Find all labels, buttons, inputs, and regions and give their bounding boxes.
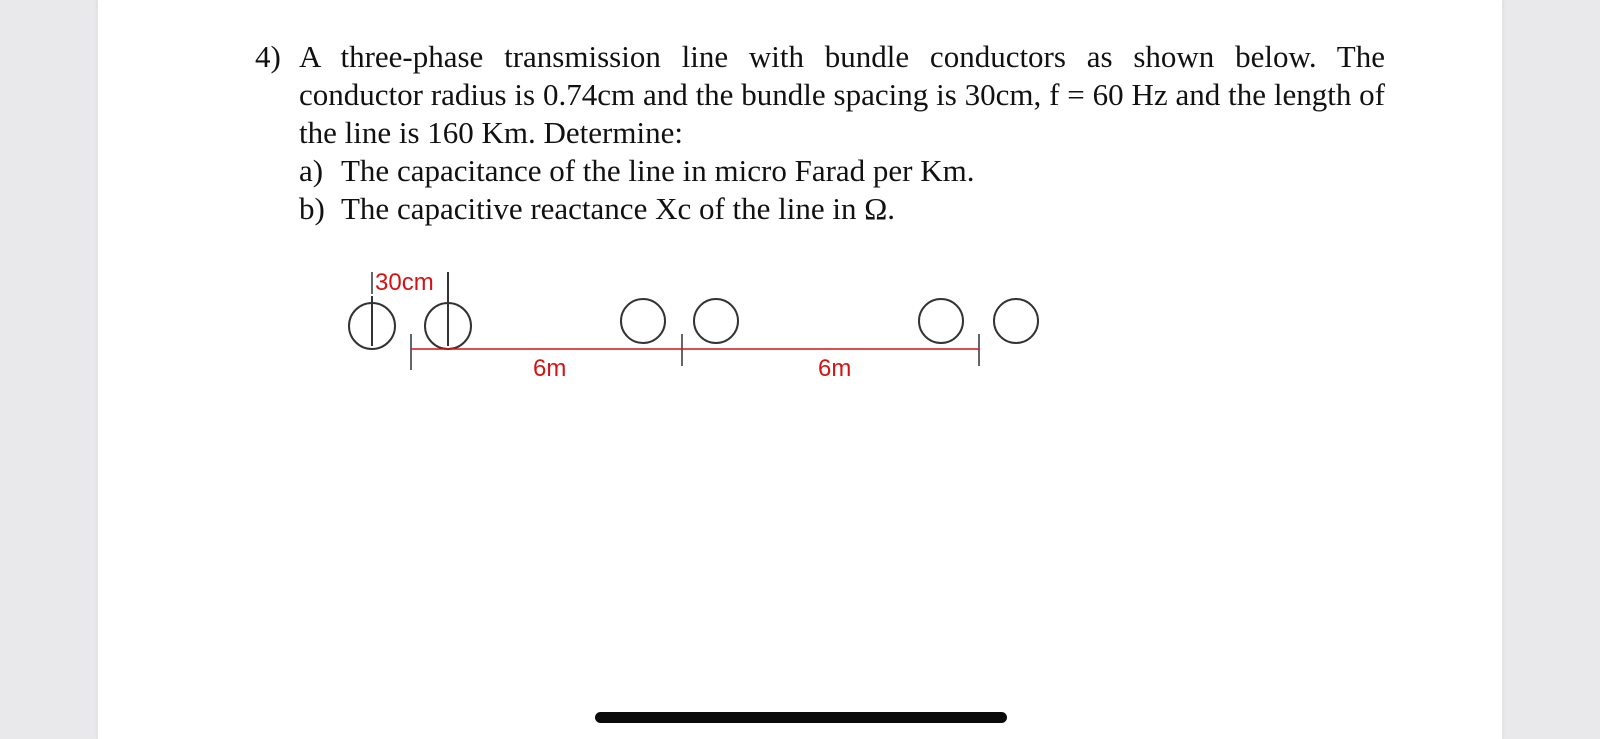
question-stem: A three-phase transmission line with bundle conductors as shown below. The conductor radius is 0.74cm and the bundle spacing is 30cm, f = 60 Hz and the length of the line is 160 Km. Determine: [299,39,1385,150]
phase-spacing-label-2: 6m [818,355,852,382]
question-stem-row [255,38,1385,152]
bundle-spacing-label: 30cm [375,269,434,296]
home-indicator-bar[interactable] [595,712,1007,723]
question-block [255,38,1385,228]
question-number: 4) [255,39,281,74]
phase-spacing-label-1: 6m [533,355,567,382]
part-text: The capacitive reactance Xc of the line in Ω. [341,191,896,226]
part-label: b) [299,191,325,226]
question-part-b [299,190,1385,228]
question-part-a [299,152,1385,190]
part-text: The capacitance of the line in micro Farad per Km. [341,153,975,188]
part-label: a) [299,153,324,188]
